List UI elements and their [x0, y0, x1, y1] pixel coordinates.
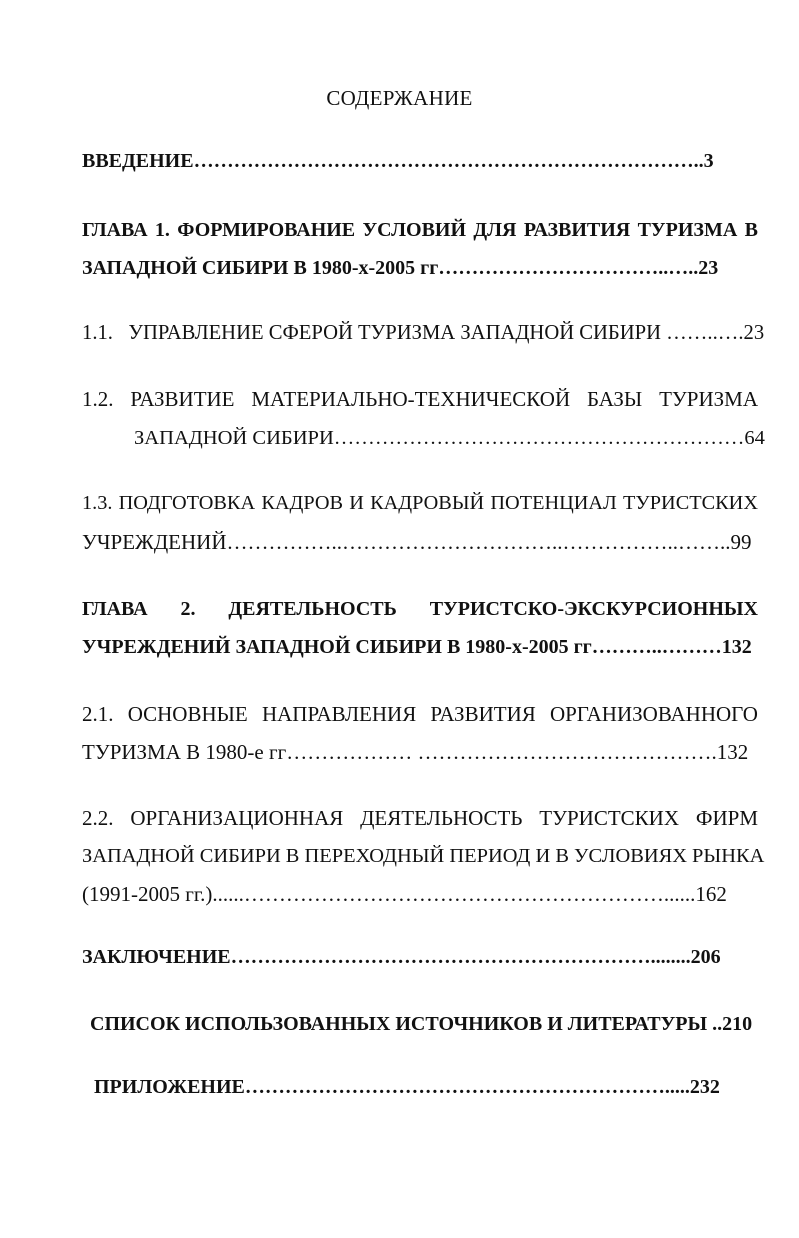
toc-entry-1-3-line2[interactable]: УЧРЕЖДЕНИЙ……………..…………………………..……………..……..99 — [82, 530, 752, 554]
toc-entry-chapter-2-line2[interactable]: УЧРЕЖДЕНИЙ ЗАПАДНОЙ СИБИРИ В 1980-х-2005 гг………..………132 — [82, 636, 752, 658]
toc-word: 2.1. — [82, 702, 114, 726]
toc-word: ОРГАНИЗОВАННОГО — [549, 702, 758, 726]
toc-word: РАЗВИТИЯ — [430, 702, 536, 726]
toc-word: 1.3. — [82, 492, 113, 514]
toc-word: ДЕЯТЕЛЬНОСТЬ — [228, 598, 397, 620]
toc-entry-1-2-line2[interactable]: ЗАПАДНОЙ СИБИРИ……………………………………………………64 — [134, 427, 765, 449]
toc-word: 2.2. — [82, 806, 114, 830]
toc-word: 1.2. — [82, 387, 114, 411]
toc-entry-2-2-line2[interactable]: ЗАПАДНОЙ СИБИРИ В ПЕРЕХОДНЫЙ ПЕРИОД И В УСЛОВИЯХ РЫНКА — [82, 845, 765, 867]
toc-entry-chapter-1[interactable] — [82, 215, 758, 245]
toc-word: КАДРОВ — [261, 492, 344, 514]
toc-word: РАЗВИТИЕ — [130, 387, 235, 411]
toc-word: БАЗЫ — [586, 387, 643, 411]
toc-word: ОРГАНИЗАЦИОННАЯ — [130, 806, 344, 830]
toc-word: ТУРИЗМА — [659, 387, 758, 411]
toc-word: 1. — [154, 219, 170, 241]
toc-word: ОСНОВНЫЕ — [127, 702, 248, 726]
toc-entry-2-1-line2[interactable]: ТУРИЗМА В 1980-е гг……………… …………………………………….132 — [82, 740, 749, 764]
toc-entry-2-2[interactable] — [82, 803, 758, 833]
toc-word: ПОТЕНЦИАЛ — [490, 492, 617, 514]
toc-entry-sources[interactable]: СПИСОК ИСПОЛЬЗОВАННЫХ ИСТОЧНИКОВ И ЛИТЕРАТУРЫ ..210 — [90, 1013, 753, 1035]
toc-word: И — [349, 492, 364, 514]
toc-word: ТУРИЗМА — [637, 219, 738, 241]
toc-entry-1-1[interactable]: 1.1. УПРАВЛЕНИЕ СФЕРОЙ ТУРИЗМА ЗАПАДНОЙ СИБИРИ ……..….23 — [82, 322, 765, 344]
toc-word: ДЕЯТЕЛЬНОСТЬ — [360, 806, 523, 830]
toc-entry-1-2[interactable] — [82, 384, 758, 414]
toc-word: ГЛАВА — [82, 219, 148, 241]
toc-word: РАЗВИТИЯ — [523, 219, 631, 241]
toc-word: ФОРМИРОВАНИЕ — [177, 219, 356, 241]
toc-word: ГЛАВА — [82, 598, 148, 620]
toc-word: ТУРИСТСКО-ЭКСКУРСИОННЫХ — [429, 598, 758, 620]
toc-word: ДЛЯ — [473, 219, 517, 241]
toc-entry-2-2-line3[interactable]: (1991-2005 гг.)......……………………………………………………......162 — [82, 882, 727, 906]
toc-word: ТУРИСТСКИХ — [539, 806, 680, 830]
toc-entry-intro[interactable]: ВВЕДЕНИЕ…………………………………………………………………..3 — [82, 150, 714, 172]
toc-entry-1-3[interactable] — [82, 488, 758, 518]
toc-word: УСЛОВИЙ — [362, 219, 467, 241]
toc-word: ПОДГОТОВКА — [118, 492, 256, 514]
toc-word: НАПРАВЛЕНИЯ — [261, 702, 417, 726]
toc-word: 2. — [180, 598, 196, 620]
toc-entry-2-1[interactable] — [82, 699, 758, 729]
toc-word: В — [744, 219, 758, 241]
toc-word: ТУРИСТСКИХ — [623, 492, 758, 514]
toc-entry-conclusion[interactable]: ЗАКЛЮЧЕНИЕ………………………………………………………........206 — [82, 946, 721, 968]
toc-word: ФИРМ — [695, 806, 758, 830]
toc-entry-chapter-1-line2[interactable]: ЗАПАДНОЙ СИБИРИ В 1980-х-2005 гг……………………………..…..23 — [82, 257, 719, 279]
toc-word: МАТЕРИАЛЬНО-ТЕХНИЧЕСКОЙ — [251, 387, 571, 411]
page-title: СОДЕРЖАНИЕ — [326, 86, 473, 110]
toc-entry-appendix[interactable]: ПРИЛОЖЕНИЕ……………………………………………………….....232 — [94, 1076, 720, 1098]
toc-word: КАДРОВЫЙ — [370, 492, 485, 514]
toc-entry-chapter-2[interactable] — [82, 594, 758, 624]
